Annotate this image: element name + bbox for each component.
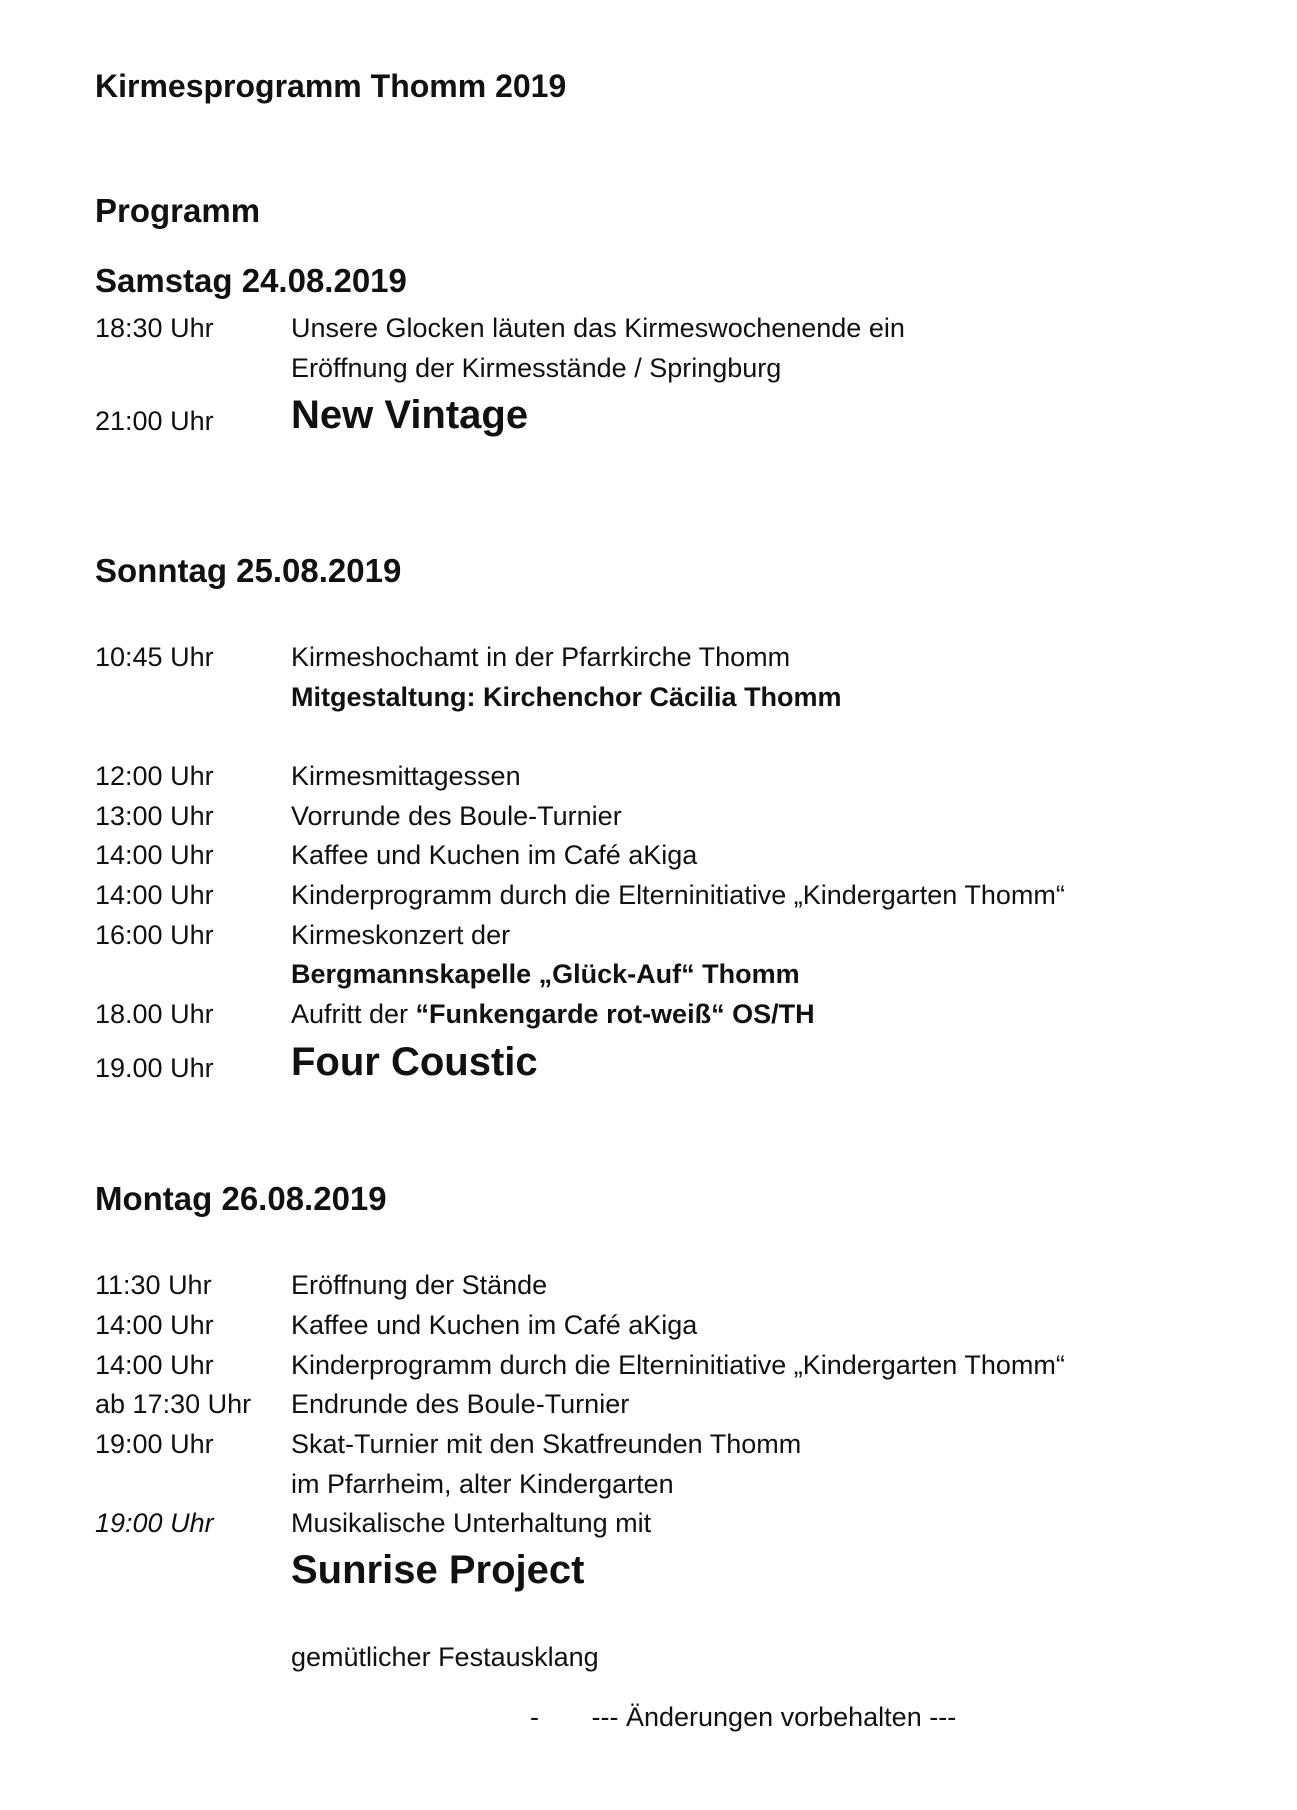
event-description: Endrunde des Boule-Turnier bbox=[291, 1389, 630, 1419]
sunday-heading: Sonntag 25.08.2019 bbox=[95, 552, 402, 589]
event-description: Kirmeskonzert der bbox=[291, 920, 511, 950]
event-description-bold: Bergmannskapelle „Glück-Auf“ Thomm bbox=[291, 959, 800, 989]
event-time: 14:00 Uhr bbox=[95, 880, 214, 910]
closing-text: gemütlicher Festausklang bbox=[291, 1642, 599, 1672]
event-description: Musikalische Unterhaltung mit bbox=[291, 1508, 652, 1538]
event-description: Eröffnung der Kirmesstände / Springburg bbox=[291, 353, 782, 383]
band-name: Four Coustic bbox=[291, 1040, 538, 1084]
event-description bbox=[291, 999, 815, 1030]
event-time: 19.00 Uhr bbox=[95, 1053, 214, 1083]
event-description: Kaffee und Kuchen im Café aKiga bbox=[291, 840, 698, 870]
event-time: 18.00 Uhr bbox=[95, 999, 214, 1029]
band-name: Sunrise Project bbox=[291, 1548, 585, 1592]
footer-note: - --- Änderungen vorbehalten --- bbox=[530, 1702, 957, 1732]
event-time: 16:00 Uhr bbox=[95, 920, 214, 950]
event-time: 11:30 Uhr bbox=[95, 1270, 212, 1300]
event-time: 19:00 Uhr bbox=[95, 1429, 214, 1459]
event-description: Kirmeshochamt in der Pfarrkirche Thomm bbox=[291, 642, 791, 672]
event-description: Skat-Turnier mit den Skatfreunden Thomm bbox=[291, 1429, 802, 1459]
event-time: 14:00 Uhr bbox=[95, 1310, 214, 1340]
saturday-heading: Samstag 24.08.2019 bbox=[95, 262, 407, 299]
event-time: 10:45 Uhr bbox=[95, 642, 214, 672]
event-description: Kirmesmittagessen bbox=[291, 761, 521, 791]
event-time: 21:00 Uhr bbox=[95, 406, 214, 436]
event-description: Unsere Glocken läuten das Kirmeswochenende ein bbox=[291, 313, 905, 343]
event-description: Eröffnung der Stände bbox=[291, 1270, 548, 1300]
band-name: New Vintage bbox=[291, 393, 529, 437]
event-description-bold: Mitgestaltung: Kirchenchor Cäcilia Thomm bbox=[291, 682, 842, 712]
event-description: Vorrunde des Boule-Turnier bbox=[291, 801, 622, 831]
event-description: im Pfarrheim, alter Kindergarten bbox=[291, 1469, 674, 1499]
event-time: 18:30 Uhr bbox=[95, 313, 214, 343]
event-time: 14:00 Uhr bbox=[95, 1350, 214, 1380]
event-time: 14:00 Uhr bbox=[95, 840, 214, 870]
event-time: 19:00 Uhr bbox=[95, 1508, 214, 1538]
event-time: ab 17:30 Uhr bbox=[95, 1389, 252, 1419]
monday-heading: Montag 26.08.2019 bbox=[95, 1180, 387, 1217]
event-time: 13:00 Uhr bbox=[95, 801, 214, 831]
event-time: 12:00 Uhr bbox=[95, 761, 214, 791]
event-description: Kinderprogramm durch die Elterninitiative „Kindergarten Thomm“ bbox=[291, 1350, 1065, 1380]
event-description-prefix: Aufritt der bbox=[291, 999, 416, 1029]
event-description: Kinderprogramm durch die Elterninitiative „Kindergarten Thomm“ bbox=[291, 880, 1065, 910]
event-description-bold: “Funkengarde rot-weiß“ OS/TH bbox=[415, 999, 815, 1029]
event-description: Kaffee und Kuchen im Café aKiga bbox=[291, 1310, 698, 1340]
page-title: Kirmesprogramm Thomm 2019 bbox=[95, 68, 567, 104]
program-heading: Programm bbox=[95, 192, 261, 229]
